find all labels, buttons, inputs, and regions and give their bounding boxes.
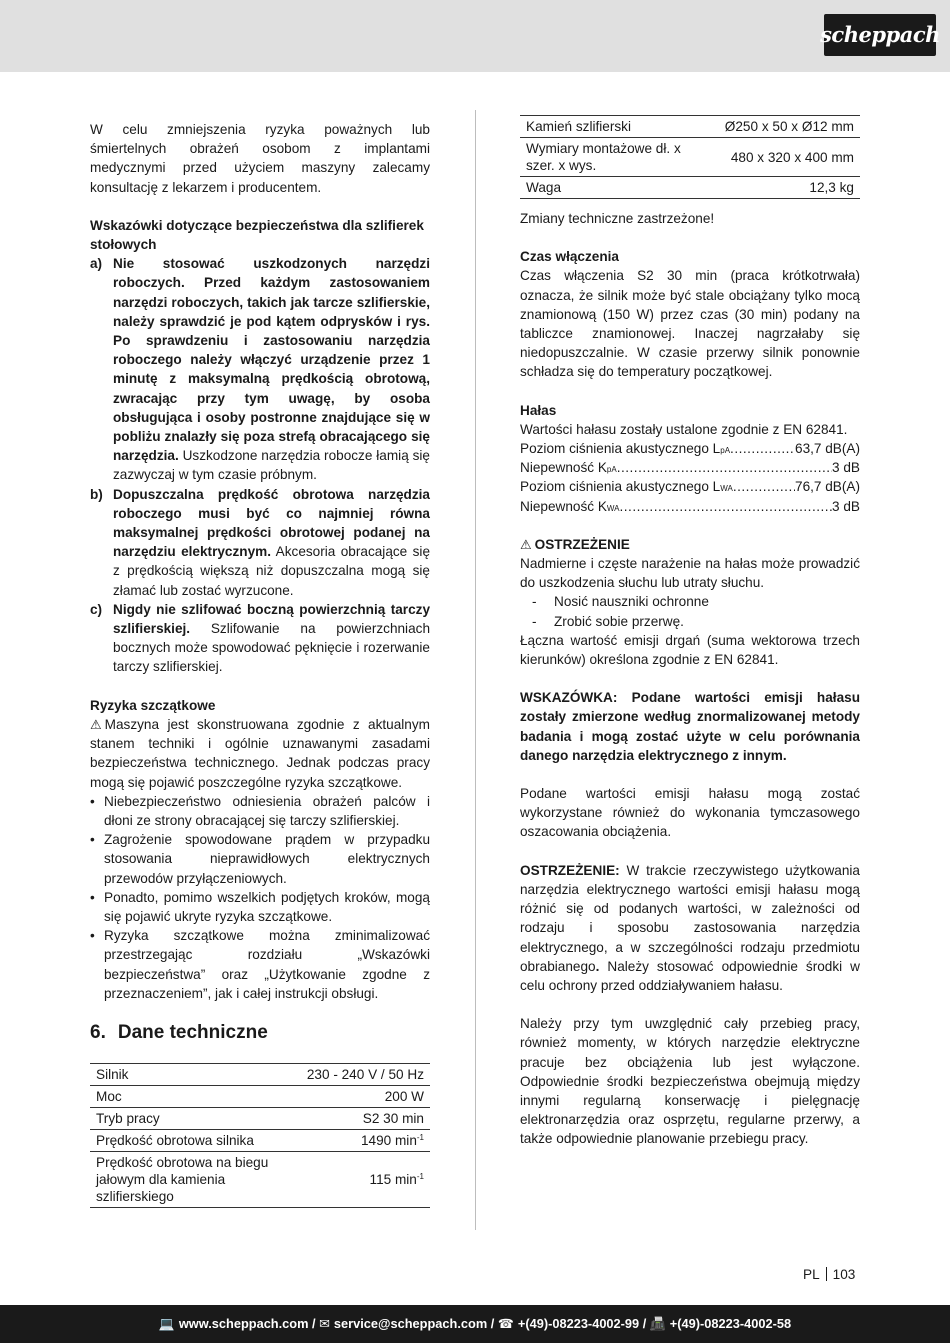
table-value: S2 30 min <box>301 1107 430 1129</box>
left-column <box>90 120 430 1208</box>
phone-number: +(49)-08223-4002-99 / <box>517 1316 647 1332</box>
residual-intro <box>90 715 430 792</box>
tech-data-table <box>90 1063 430 1208</box>
table-row <box>520 177 860 199</box>
safety-list <box>90 254 430 676</box>
fax-number: +(49)-08223-4002-58 <box>669 1316 792 1332</box>
noise-row: Niepewność K WA ..... 3 dB <box>520 497 860 516</box>
changes-note: Zmiany techniczne zastrzeżone! <box>520 211 715 226</box>
scheppach-logo: scheppach <box>824 14 936 56</box>
list-item: • Niebezpieczeństwo odniesienia obrażeń palców i dłoni ze strony obracającej się tarczy szlifierskiej. <box>90 792 430 830</box>
list-marker: b) <box>90 486 103 502</box>
table-row <box>90 1151 430 1207</box>
table-label: Wymiary montażowe dł. x szer. x wys. <box>520 138 707 177</box>
warning-heading: ⚠ OSTRZEŻENIE <box>520 535 860 554</box>
top-header-bar <box>0 0 950 72</box>
table-row <box>90 1063 430 1085</box>
footer-bar <box>0 1305 950 1343</box>
page-number: PL 103 <box>803 1267 856 1282</box>
item-text: Akcesoria obracające się z prędkością większą niż dopuszczalna mogą się złamać lub zostać wyrzucone. <box>113 544 430 598</box>
list-marker: a) <box>90 256 103 272</box>
table-label: Prędkość obrotowa silnika <box>90 1129 301 1151</box>
noise-intro: Wartości hałasu zostały ustalone zgodnie z EN 62841. <box>520 421 848 437</box>
residual-intro-text: Maszyna jest skonstruowana zgodnie z aktualnym stanem techniki i ogólnie uznawanymi zasadami bezpieczeństwa technicznego. Jednak podczas pracy mogą się pojawić poszczególne ryzyka szczątkowe. <box>90 716 430 790</box>
table-value: 480 x 320 x 400 mm <box>707 138 860 177</box>
table-row <box>90 1085 430 1107</box>
table-label: Waga <box>520 177 707 199</box>
website-link[interactable]: www.scheppach.com / <box>178 1316 316 1332</box>
final-paragraph: Należy przy tym uwzględnić cały przebieg pracy, również momenty, w których narzędzie elektryczne pracuje bez obciążenia lub jest wyłączone. Odpowiednie środki bezpieczeństwa obejmują między innymi regularną konserwację i pielęgnację elektronarzędzia oraz osprzętu, regularne przerwy, a także odpowiednie planowanie przebiegu pracy. <box>520 1016 860 1147</box>
table-value: 1490 $\min^{-1}$ <box>301 1129 430 1151</box>
table-label: Moc <box>90 1085 301 1107</box>
warning-triangle-icon: ⚠ <box>90 716 102 732</box>
section-title-text: Dane techniczne <box>117 1021 268 1043</box>
table-row <box>90 1107 430 1129</box>
list-item <box>90 600 430 677</box>
item-bold-text: Nigdy nie szlifować boczną powierzchnią tarczy szlifierskiej. <box>113 601 430 637</box>
residual-bullets <box>90 792 430 1003</box>
item-bold-text: Dopuszczalna prędkość obrotowa narzędzia roboczego musi być co najmniej równa maksymalnej prędkości obrotowej podanej na narzędziu elektrycznym. <box>113 486 430 560</box>
noise-row: Poziom ciśnienia akustycznego L pA ..... 63,7 dB(A) <box>520 439 860 458</box>
table-label: Silnik <box>90 1063 301 1085</box>
list-item: • Ponadto, pomimo wszelkich podjętych kroków, mogą się pojawić ukryte ryzyka szczątkowe. <box>90 888 430 926</box>
table-label: Prędkość obrotowa na biegu jałowym dla kamienia szlifierskiego <box>90 1151 301 1207</box>
section-title <box>90 1021 430 1045</box>
table-value: 12,3 kg <box>707 177 860 199</box>
column-divider <box>475 110 476 1230</box>
safety-heading: Wskazówki dotyczące bezpieczeństwa dla szlifierek stołowych <box>90 217 424 253</box>
email-link[interactable]: service@scheppach.com / <box>333 1316 495 1332</box>
residual-heading: Ryzyka szczątkowe <box>90 697 216 713</box>
list-item <box>90 485 430 600</box>
table-value: 115 $\min^{-1}$ <box>301 1151 430 1207</box>
table-row <box>90 1129 430 1151</box>
duty-heading: Czas włączenia <box>520 249 619 265</box>
list-marker: c) <box>90 601 103 617</box>
table-value: 200 W <box>301 1085 430 1107</box>
fax-icon: 📠 <box>649 1316 666 1332</box>
item-text: Szlifowanie na powierzchniach bocznych może spowodować pęknięcie i rozerwanie tarczy szlifierskiej. <box>113 621 430 675</box>
table-label: Kamień szlifierski <box>520 116 707 138</box>
table-label: Tryb pracy <box>90 1107 301 1129</box>
list-item: - Zrobić sobie przerwę. <box>532 612 860 631</box>
intro-paragraph: W celu zmniejszenia ryzyka poważnych lub śmiertelnych obrażeń osobom z implantami medycznymi przed użyciem maszyny zalecamy konsultację z lekarzem i producentem. <box>90 122 430 195</box>
noise-row: Poziom ciśnienia akustycznego L WA ..... 76,7 dB(A) <box>520 477 860 496</box>
phone-icon: ☎ <box>497 1316 514 1332</box>
table-row <box>520 138 860 177</box>
noise-heading: Hałas <box>520 402 557 418</box>
table-row <box>520 116 860 138</box>
list-item <box>90 254 430 484</box>
hint-paragraph: WSKAZÓWKA: Podane wartości emisji hałasu zostały zmierzone według znormalizowanej metody badania i mogą zostać użyte w celu porównania danego narzędzia elektrycznego z innym. <box>520 690 860 763</box>
table-value: 230 - 240 V / 50 Hz <box>301 1063 430 1085</box>
list-item: • Zagrożenie spowodowane prądem w przypadku stosowania nieprawidłowych elektrycznych przewodów przyłączeniowych. <box>90 830 430 888</box>
item-bold-text: Nie stosować uszkodzonych narzędzi roboczych. Przed każdym zastosowaniem narzędzi roboczych, takich jak tarcze szlifierskie, należy sprawdzić je pod kątem odprysków i rys. Po sprawdzeniu i zastosowaniu narzędzia roboczego należy włączyć urządzenie przez 1 minutę z maksymalną prędkością obrotową, zwracając przy tym uwagę, by osoba obsługująca i osoby postronne znajdujące się w pobliżu znalazły się poza strefą obracającego się narzędzia. <box>113 256 430 464</box>
duty-paragraph: Czas włączenia S2 30 min (praca krótkotrwała) oznacza, że silnik może być stale obciążany tylko mocą znamionową (150 W) przez czas (30 min) podany na tabliczce znamionowej. Inaczej nagrzałaby się niedopuszczalnie. W czasie przerwy silnik ponownie schładza się do temperatury początkowej. <box>520 268 860 380</box>
computer-icon: 💻 <box>158 1316 175 1332</box>
table-value: Ø250 x 50 x Ø12 mm <box>707 116 860 138</box>
tech-data-table-continued <box>520 115 860 199</box>
use-paragraph: Podane wartości emisji hałasu mogą zostać wykorzystane również do wykonania tymczasowego oszacowania obciążenia. <box>520 786 860 840</box>
protection-list <box>520 592 860 630</box>
noise-row: Niepewność K pA ..... 3 dB <box>520 458 860 477</box>
vibration-paragraph: Łączna wartość emisji drgań (suma wektorowa trzech kierunków) określona zgodnie z EN 62841. <box>520 632 860 668</box>
list-item: • Ryzyka szczątkowe można zminimalizować przestrzegając rozdziału „Wskazówki bezpieczeństwa” oraz „Użytkowanie zgodne z przeznaczeniem”, jak i całej instrukcji obsługi. <box>90 926 430 1003</box>
item-text: Uszkodzone narzędzia robocze łamią się zazwyczaj w tym czasie próbnym. <box>113 448 430 483</box>
warning-triangle-icon: ⚠ <box>520 536 532 552</box>
warning-paragraph: Nadmierne i częste narażenie na hałas może prowadzić do uszkodzenia słuchu lub utraty słuchu. <box>520 556 860 591</box>
section-number: 6. <box>90 1021 106 1043</box>
warning2-paragraph: OSTRZEŻENIE: W trakcie rzeczywistego użytkowania narzędzia elektrycznego wartości emisji hałasu mogą różnić się od podanych wartości, w zależności od rodzaju i sposobu zastosowania narzędzia elektrycznego, a w szczególności rodzaju przedmiotu obrabianego. Należy stosować odpowiednie środki w celu ochrony przed oddziaływaniem hałasu. <box>520 862 860 993</box>
right-column <box>520 115 860 1149</box>
mail-icon: ✉ <box>319 1316 330 1332</box>
list-item: - Nosić nauszniki ochronne <box>532 592 860 611</box>
